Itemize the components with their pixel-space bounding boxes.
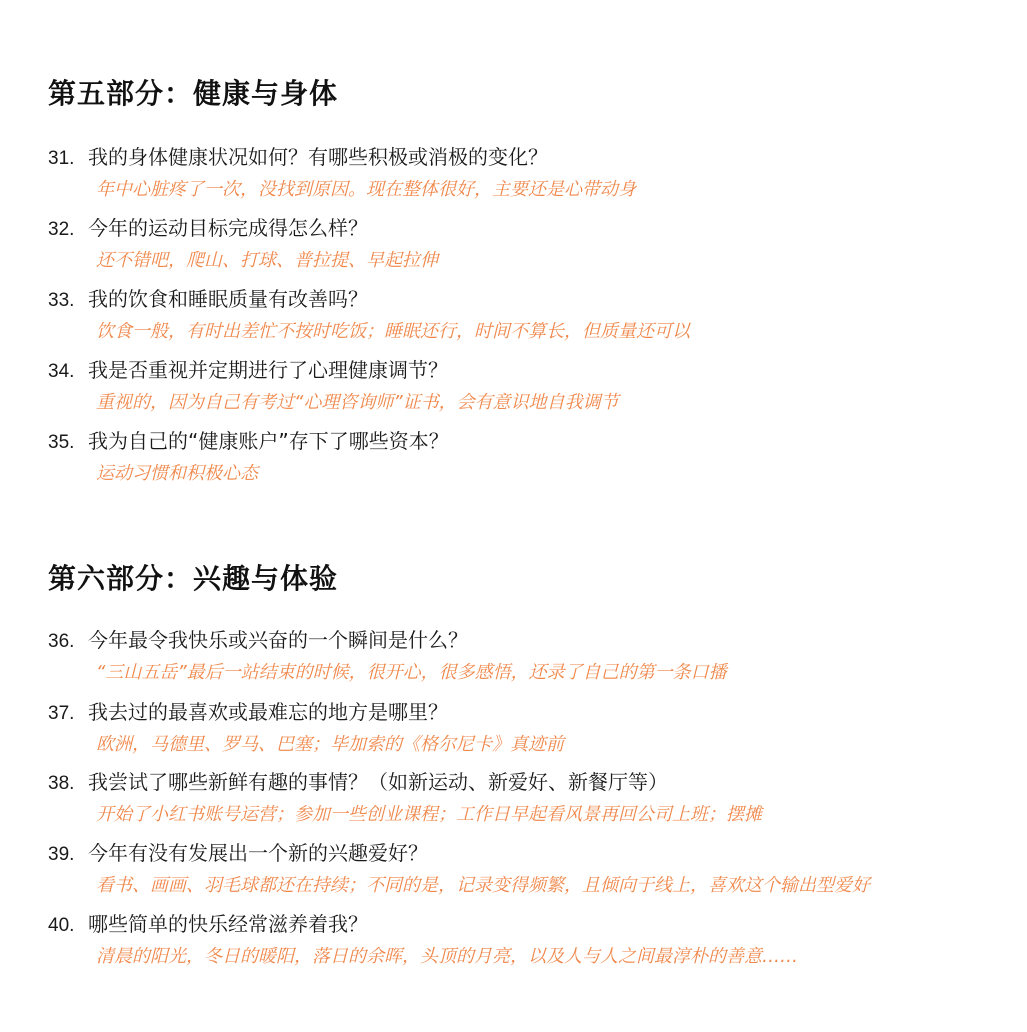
question-row	[48, 910, 368, 940]
question-number: 32.	[48, 219, 75, 240]
answer-text: 清晨的阳光，冬日的暖阳，落日的余晖，头顶的月亮，以及人与人之间最淳朴的善意……	[96, 946, 798, 967]
section-title-interests: 第六部分：兴趣与体验	[48, 562, 339, 595]
question-number: 33.	[48, 290, 75, 311]
question-text: 我去过的最喜欢或最难忘的地方是哪里？	[88, 700, 448, 724]
question-text: 我的身体健康状况如何？有哪些积极或消极的变化？	[88, 145, 548, 169]
question-row	[48, 143, 548, 173]
answer-text: 开始了小红书账号运营；参加一些创业课程；工作日早起看风景再回公司上班；摆摊	[96, 804, 762, 825]
answer-text: 饮食一般，有时出差忙不按时吃饭；睡眠还行，时间不算长，但质量还可以	[96, 321, 690, 342]
question-text: 今年的运动目标完成得怎么样？	[88, 216, 368, 240]
question-number: 31.	[48, 148, 75, 169]
question-row	[48, 839, 428, 869]
question-number: 39.	[48, 844, 75, 865]
answer-text: 还不错吧，爬山、打球、普拉提、早起拉伸	[96, 250, 438, 271]
question-row	[48, 427, 449, 457]
question-row	[48, 698, 448, 728]
question-number: 40.	[48, 915, 75, 936]
question-number: 37.	[48, 703, 75, 724]
section-title-health: 第五部分：健康与身体	[48, 77, 339, 110]
answer-text: 重视的，因为自己有考过“心理咨询师”证书，会有意识地自我调节	[96, 392, 619, 413]
question-text: 我的饮食和睡眠质量有改善吗？	[88, 287, 368, 311]
question-text: 我为自己的“健康账户”存下了哪些资本？	[88, 429, 449, 453]
question-row	[48, 356, 448, 386]
question-text: 我尝试了哪些新鲜有趣的事情？（如新运动、新爱好、新餐厅等）	[88, 770, 668, 794]
answer-text: “三山五岳”最后一站结束的时候，很开心，很多感悟，还录了自己的第一条口播	[96, 662, 727, 683]
question-text: 我是否重视并定期进行了心理健康调节？	[88, 358, 448, 382]
answer-text: 运动习惯和积极心态	[96, 463, 258, 484]
question-text: 今年有没有发展出一个新的兴趣爱好？	[88, 841, 428, 865]
question-number: 35.	[48, 432, 75, 453]
answer-text: 看书、画画、羽毛球都还在持续；不同的是，记录变得频繁，且倾向于线上，喜欢这个输出型爱好	[96, 875, 870, 896]
answer-text: 欧洲，马德里、罗马、巴塞；毕加索的《格尔尼卡》真迹前	[96, 734, 564, 755]
question-number: 38.	[48, 773, 75, 794]
question-text: 哪些简单的快乐经常滋养着我？	[88, 912, 368, 936]
answer-text: 年中心脏疼了一次，没找到原因。现在整体很好，主要还是心带动身	[96, 179, 636, 200]
question-row	[48, 626, 468, 656]
question-number: 36.	[48, 631, 75, 652]
question-row	[48, 214, 368, 244]
question-number: 34.	[48, 361, 75, 382]
question-row	[48, 768, 668, 798]
question-row	[48, 285, 368, 315]
question-text: 今年最令我快乐或兴奋的一个瞬间是什么？	[88, 628, 468, 652]
